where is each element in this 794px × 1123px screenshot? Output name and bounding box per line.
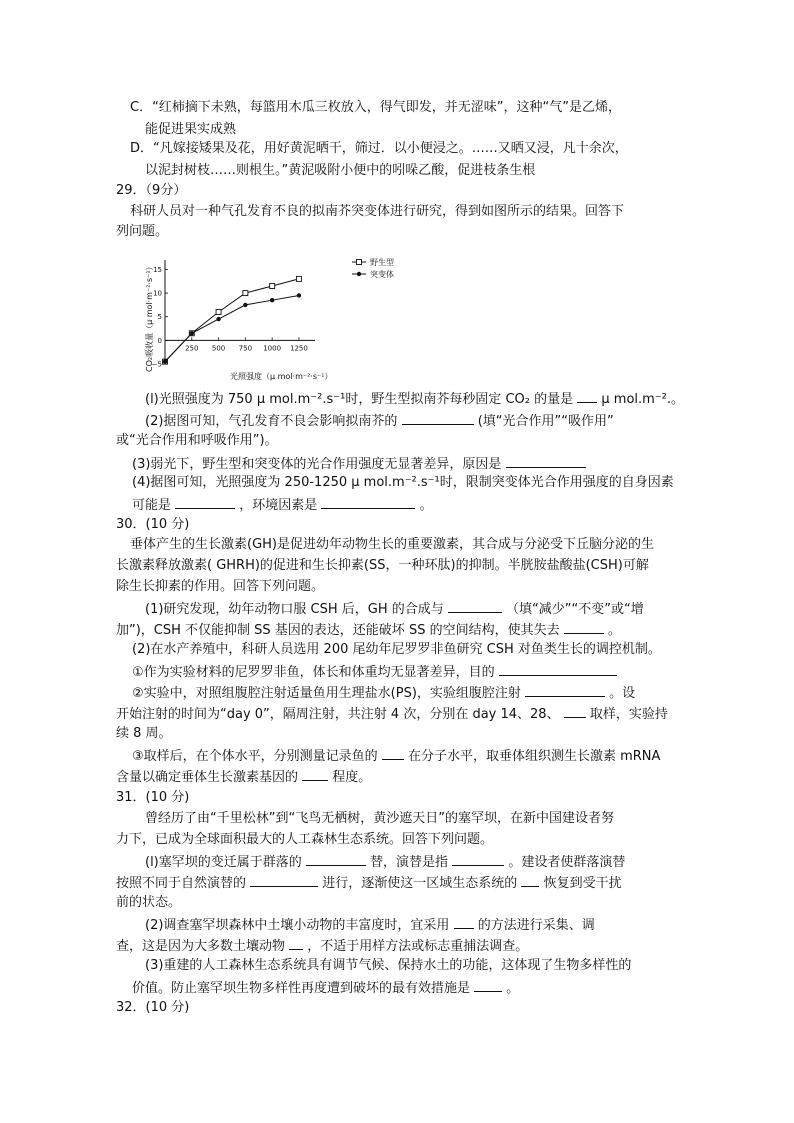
- q30-part2-item1: [132, 661, 617, 683]
- q30-part2-item3-blank1[interactable]: [382, 745, 404, 760]
- y-tick-label: 15: [153, 265, 162, 274]
- q30-part2-item3-cont: [116, 766, 371, 788]
- chart-y-axis-label: CO₂吸收量（μ mol·m⁻²·s⁻¹）: [145, 262, 154, 372]
- q29-part3: [132, 453, 586, 475]
- q31-part1-text3: 。建设者使群落演替: [508, 855, 626, 870]
- q30-part2-item1-blank[interactable]: [499, 661, 617, 676]
- q31-part1-text2: 替，演替是指: [370, 855, 449, 870]
- q31-part1-blank3[interactable]: [250, 872, 318, 887]
- q30-part2-item2-text4: 取样，实验持: [589, 707, 668, 722]
- q31-part1-blank1[interactable]: [306, 851, 366, 866]
- option-c-line2: 能促进果实成熟: [145, 122, 237, 137]
- y-tick-label: 5: [157, 313, 162, 322]
- x-tick-label: 500: [211, 344, 226, 353]
- q30-part1-cont: [116, 619, 621, 641]
- q31-part3-blank[interactable]: [474, 977, 502, 992]
- q30-part2-item2-text2: 。设: [609, 686, 636, 701]
- question-30-heading: 30．(10 分): [116, 517, 190, 532]
- q29-part1-unit: μ mol.m⁻².。: [601, 392, 685, 407]
- q29-part3-blank[interactable]: [506, 453, 586, 468]
- q30-part2: (2)在水产养殖中，科研人员选用 200 尾幼年尼罗罗非鱼研究 CSH 对鱼类生长的调控机制。: [132, 642, 661, 657]
- q31-part2-text2: 的方法进行采集、调: [477, 918, 595, 933]
- q30-part1: [145, 598, 644, 620]
- q30-part2-item2-blank2[interactable]: [564, 703, 586, 718]
- q29-part4-end: 。: [419, 498, 433, 513]
- legend-circle-marker: [357, 272, 361, 276]
- q30-part2-item3-text2: 在分子水平，取垂体组织测生长激素 mRNA: [407, 749, 661, 764]
- x-tick-label: 250: [185, 344, 199, 353]
- data-point-circle: [297, 293, 301, 297]
- legend-square-marker: [357, 260, 362, 265]
- data-point-square: [243, 291, 248, 296]
- q29-part2-cont: 或“光合作用和呼吸作用”)。: [116, 433, 278, 448]
- q30-part2-item2-cont: [116, 703, 668, 725]
- q31-part1-cont: [116, 872, 622, 894]
- q30-part1-blank1[interactable]: [448, 598, 502, 613]
- q31-part1-text4: 按照不同于自然演替的: [116, 876, 247, 891]
- q31-intro-2: 力下，已成为全球面积最大的人工森林生态系统。回答下列问题。: [116, 832, 494, 847]
- q31-part1-text6: 恢复到受干扰: [543, 876, 622, 891]
- x-tick-label: 1250: [290, 344, 308, 353]
- question-32-heading: 32．(10 分): [116, 1000, 190, 1015]
- q30-part2-item3-text4: 程度。: [332, 770, 372, 785]
- question-31-heading: 31．(10 分): [116, 790, 190, 805]
- q30-intro-1: 垂体产生的生长激素(GH)是促进幼年动物生长的重要激素，其合成与分泌受下丘脑分泌的生: [130, 537, 654, 552]
- data-point-square: [296, 276, 301, 281]
- q29-part4-blank1[interactable]: [175, 494, 235, 509]
- q29-part1-text: (l)光照强度为 750 μ mol.m⁻².s⁻¹时，野生型拟南芥每秒固定 CO₂ 的量是: [145, 392, 574, 407]
- q29-intro-2: 列问题。: [116, 224, 169, 239]
- chart-legend: [352, 257, 394, 279]
- q31-part2-blank2[interactable]: [289, 935, 303, 950]
- q30-part2-item2-text: ②实验中，对照组腹腔注射适量鱼用生理盐水(PS)，实验组腹腔注射: [132, 686, 521, 701]
- q30-part2-item2-text3: 开始注射的时间为“day 0”，隔周注射，共注射 4 次，分别在 day 14、28、: [116, 707, 560, 722]
- q29-part3-text: (3)弱光下，野生型和突变体的光合作用强度无显著差异，原因是: [132, 457, 502, 472]
- q29-part4-blank2[interactable]: [321, 494, 415, 509]
- data-point-square: [270, 284, 275, 289]
- q29-part2-blank[interactable]: [402, 410, 474, 425]
- q29-part1-blank[interactable]: [577, 388, 597, 403]
- q30-part2-item2-blank1[interactable]: [525, 682, 605, 697]
- q29-part4-text2: ，环境因素是: [239, 498, 318, 513]
- option-c-line1: C．“红柿摘下未熟，每篮用木瓜三枚放入，得气即发，并无涩味”，这种“气”是乙烯，: [130, 100, 622, 115]
- q29-part4-text1: 可能是: [132, 498, 172, 513]
- q31-part3-end: 。: [506, 981, 520, 996]
- q30-intro-2: 长激素释放激素( GHRH)的促进和生长抑素(SS，一种环肽)的抑制。半胱胺盐酸盐(CSH)可解: [116, 558, 649, 573]
- option-d-line2: 以泥封树枝……则根生。”黄泥吸附小便中的吲哚乙酸，促进枝条生根: [145, 163, 536, 178]
- co2-absorption-chart: [140, 252, 440, 382]
- chart-x-axis-label: 光照强度（μ mol·m⁻²·s⁻¹）: [230, 372, 333, 381]
- q31-part2-cont: [116, 935, 528, 957]
- q29-part2-hint: (填“光合作用”“吸作用”: [477, 414, 614, 429]
- q29-part2: [145, 410, 614, 432]
- q31-intro-1: 曾经历了由“千里松林”到“飞鸟无栖树，黄沙遮天日”的塞罕坝，在新中国建设者努: [145, 811, 614, 826]
- q30-part2-item3-blank2[interactable]: [302, 766, 328, 781]
- q31-part1: [145, 851, 625, 873]
- q31-part2: [145, 914, 595, 936]
- data-point-circle: [270, 298, 274, 302]
- q31-part1-text5: 进行，逐渐使这一区域生态系统的: [322, 876, 518, 891]
- y-tick-label: −5: [151, 360, 162, 369]
- q30-part1-text: (1)研究发现，幼年动物口服 CSH 后，GH 的合成与: [145, 602, 444, 617]
- q30-part1-text2: 加”)，CSH 不仅能抑制 SS 基因的表达，还能破坏 SS 的空间结构，使其失去: [116, 623, 560, 638]
- data-point-square: [216, 310, 221, 315]
- q29-part1: [145, 388, 684, 410]
- q30-part1-blank2[interactable]: [564, 619, 604, 634]
- q30-intro-3: 除生长抑素的作用。回答下列问题。: [116, 579, 325, 594]
- q30-part2-item3-text3: 含量以确定垂体生长激素基因的: [116, 770, 299, 785]
- data-point-circle: [243, 303, 247, 307]
- q31-part3-text1: 价值。防止塞罕坝生物多样性再度遭到破坏的最有效措施是: [132, 981, 471, 996]
- q30-part2-item2-end: 续 8 周。: [116, 726, 172, 741]
- data-point-circle: [163, 359, 167, 363]
- q31-part2-text3: 查，这是因为大多数土壤动物: [116, 939, 286, 954]
- q31-part2-blank1[interactable]: [454, 914, 474, 929]
- data-point-circle: [216, 317, 220, 321]
- q31-part1-blank2[interactable]: [452, 851, 504, 866]
- q31-part2-text4: ，不适于用样方法或标志重捕法调查。: [307, 939, 529, 954]
- q31-part1-blank4[interactable]: [521, 872, 539, 887]
- q30-part1-hint: （填“减少”“不变”或“增: [506, 602, 644, 617]
- y-tick-label: 0: [157, 336, 162, 345]
- y-tick-label: 10: [153, 289, 162, 298]
- option-d-line1: D．“凡嫁接矮果及花，用好黄泥晒干，筛过．以小便浸之。……又晒又浸，凡十余次，: [130, 141, 628, 156]
- q29-intro-1: 科研人员对一种气孔发育不良的拟南芥突变体进行研究，得到如图所示的结果。回答下: [130, 204, 625, 219]
- question-29-heading: 29．（9分）: [116, 183, 187, 198]
- q31-part3: (3)重建的人工森林生态系统具有调节气候、保持水土的功能，这体现了生物多样性的: [145, 958, 632, 973]
- q30-part2-item1-text: ①作为实验材料的尼罗罗非鱼，体长和体重均无显著差异，目的: [132, 665, 495, 680]
- x-tick-label: 750: [238, 344, 253, 353]
- chart-ticks: [152, 266, 308, 369]
- q31-part1-end: 前的状态。: [116, 895, 182, 910]
- q30-part1-end: 。: [607, 623, 621, 638]
- q29-part4: (4)据图可知，光照强度为 250-1250 μ mol.m⁻².s⁻¹时，限制突变体光合作用强度的自身因素: [132, 475, 674, 490]
- x-tick-label: 1000: [263, 344, 282, 353]
- q29-part4-cont: [132, 494, 433, 516]
- q30-part2-item2: [132, 682, 635, 704]
- q30-part2-item3-text: ③取样后，在个体水平，分别测量记录鱼的: [132, 749, 378, 764]
- q30-part2-item3: [132, 745, 660, 767]
- data-point-circle: [190, 331, 194, 335]
- q31-part3-cont: [132, 977, 519, 999]
- q31-part2-text1: (2)调查塞罕坝森林中土壤小动物的丰富度时，宜采用: [145, 918, 450, 933]
- q31-part1-text1: (l)塞罕坝的变迁属于群落的: [145, 855, 302, 870]
- legend-label: 野生型: [370, 258, 394, 267]
- legend-label: 突变体: [370, 270, 394, 279]
- q29-part2-text: (2)据图可知，气孔发育不良会影响拟南芥的: [145, 414, 398, 429]
